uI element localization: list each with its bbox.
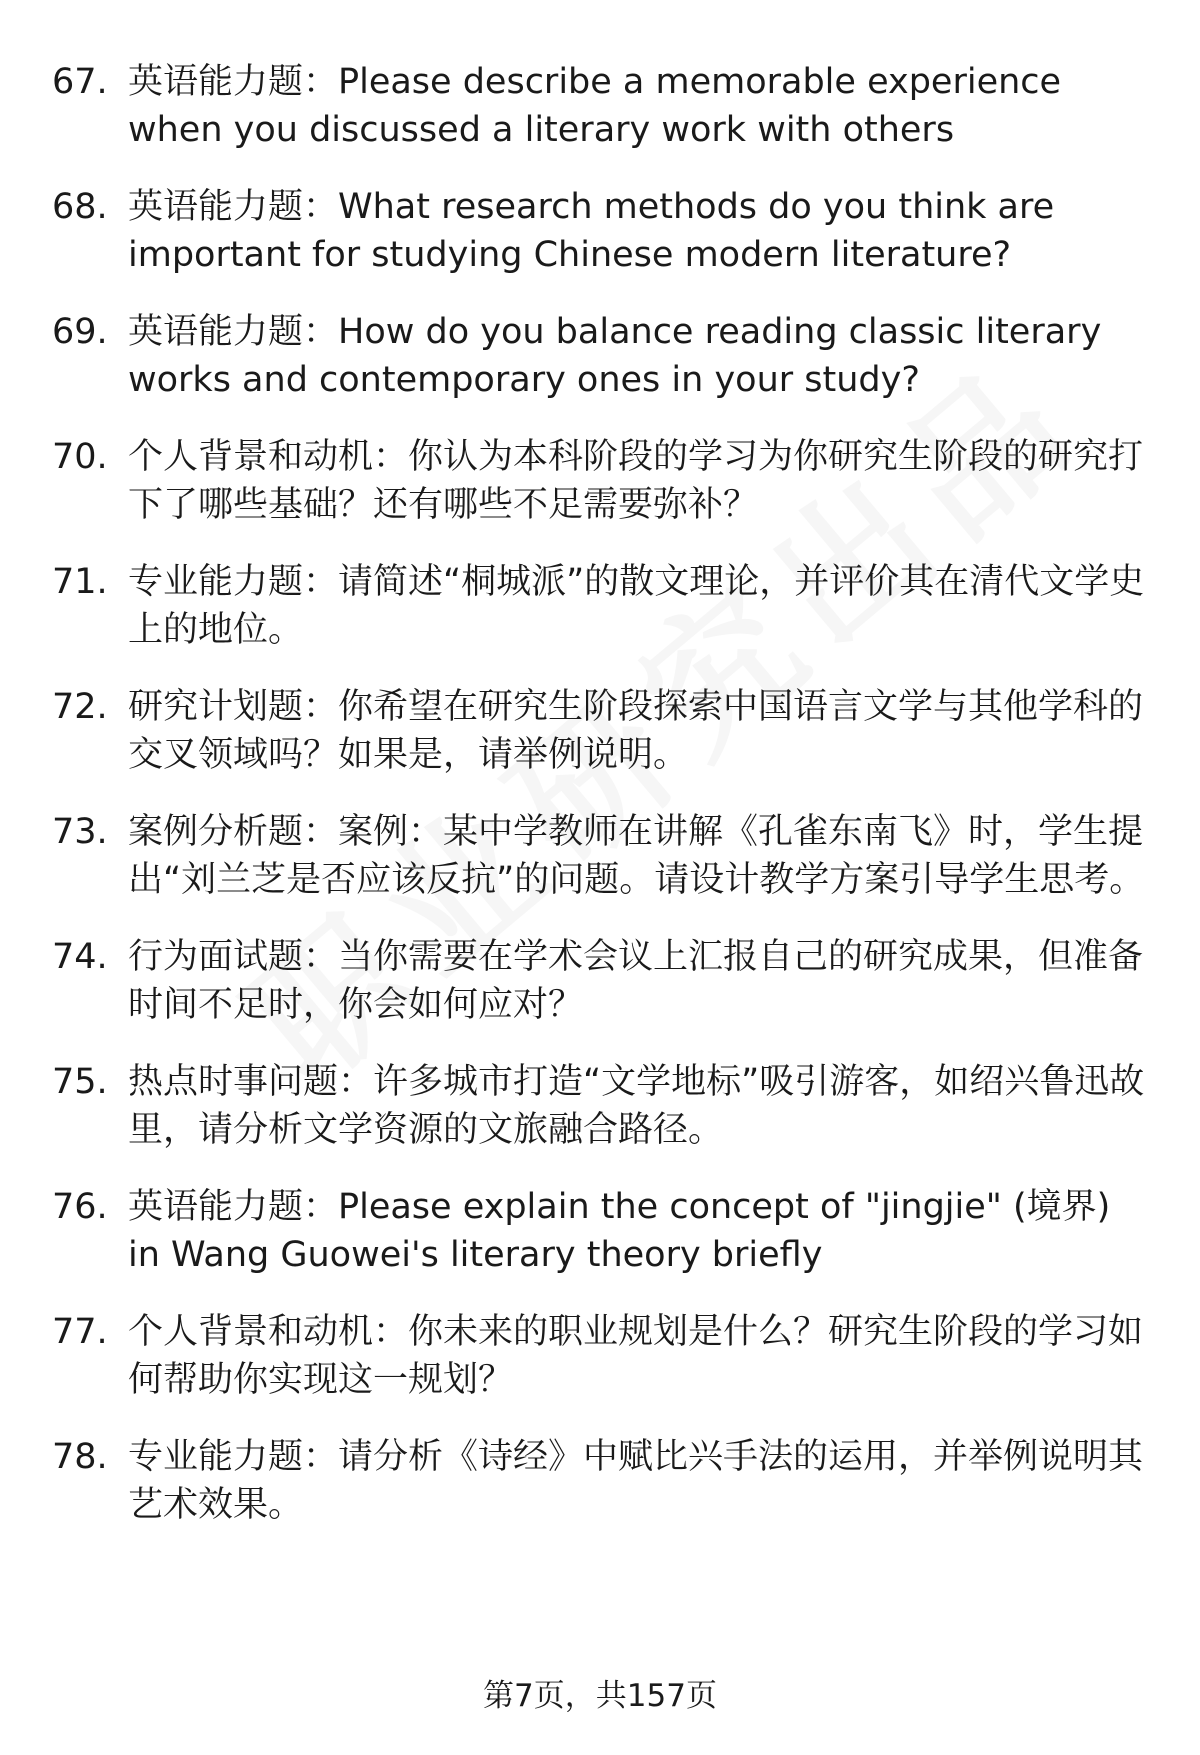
question-number: 74. — [52, 937, 108, 977]
question-number: 78. — [52, 1437, 108, 1477]
question-item — [52, 1058, 1152, 1154]
question-item — [52, 683, 1152, 779]
question-number: 70. — [52, 437, 108, 477]
question-item — [52, 1433, 1152, 1529]
question-number: 77. — [52, 1312, 108, 1352]
question-text: 研究计划题：你希望在研究生阶段探索中国语言文学与其他学科的交叉领域吗？如果是，请举例说明。 — [128, 687, 1144, 775]
question-text: 个人背景和动机：你未来的职业规划是什么？研究生阶段的学习如何帮助你实现这一规划？ — [128, 1312, 1144, 1400]
question-item — [52, 433, 1152, 529]
question-text: 专业能力题：请分析《诗经》中赋比兴手法的运用，并举例说明其艺术效果。 — [128, 1437, 1144, 1525]
question-item — [52, 808, 1152, 904]
question-number: 76. — [52, 1187, 108, 1227]
question-item — [52, 1308, 1152, 1404]
question-text: 英语能力题：How do you balance reading classic literary works and contemporary ones in your study? — [128, 312, 1102, 400]
question-item — [52, 1183, 1152, 1279]
question-item — [52, 558, 1152, 654]
question-text: 行为面试题：当你需要在学术会议上汇报自己的研究成果，但准备时间不足时，你会如何应对？ — [128, 937, 1144, 1025]
question-item — [52, 933, 1152, 1029]
question-number: 67. — [52, 62, 108, 102]
question-text: 英语能力题：Please describe a memorable experience when you discussed a literary work with others — [128, 62, 1062, 150]
question-text: 个人背景和动机：你认为本科阶段的学习为你研究生阶段的研究打下了哪些基础？还有哪些不足需要弥补？ — [128, 437, 1144, 525]
question-item — [52, 183, 1152, 279]
question-list — [52, 58, 1152, 1558]
question-text: 英语能力题：Please explain the concept of "jingjie" (境界) in Wang Guowei's literary theory briefly — [128, 1187, 1111, 1275]
question-number: 69. — [52, 312, 108, 352]
question-text: 英语能力题：What research methods do you think are important for studying Chinese modern literature? — [128, 187, 1055, 275]
question-text: 专业能力题：请简述“桐城派”的散文理论，并评价其在清代文学史上的地位。 — [128, 562, 1145, 650]
question-number: 71. — [52, 562, 108, 602]
question-item — [52, 308, 1152, 404]
question-number: 72. — [52, 687, 108, 727]
question-number: 68. — [52, 187, 108, 227]
question-item — [52, 58, 1152, 154]
question-number: 73. — [52, 812, 108, 852]
page-footer: 第7页，共157页 — [483, 1678, 717, 1714]
question-number: 75. — [52, 1062, 108, 1102]
question-text: 热点时事问题：许多城市打造“文学地标”吸引游客，如绍兴鲁迅故里，请分析文学资源的文旅融合路径。 — [128, 1062, 1145, 1150]
question-text: 案例分析题：案例：某中学教师在讲解《孔雀东南飞》时，学生提出“刘兰芝是否应该反抗”的问题。请设计教学方案引导学生思考。 — [128, 812, 1145, 900]
